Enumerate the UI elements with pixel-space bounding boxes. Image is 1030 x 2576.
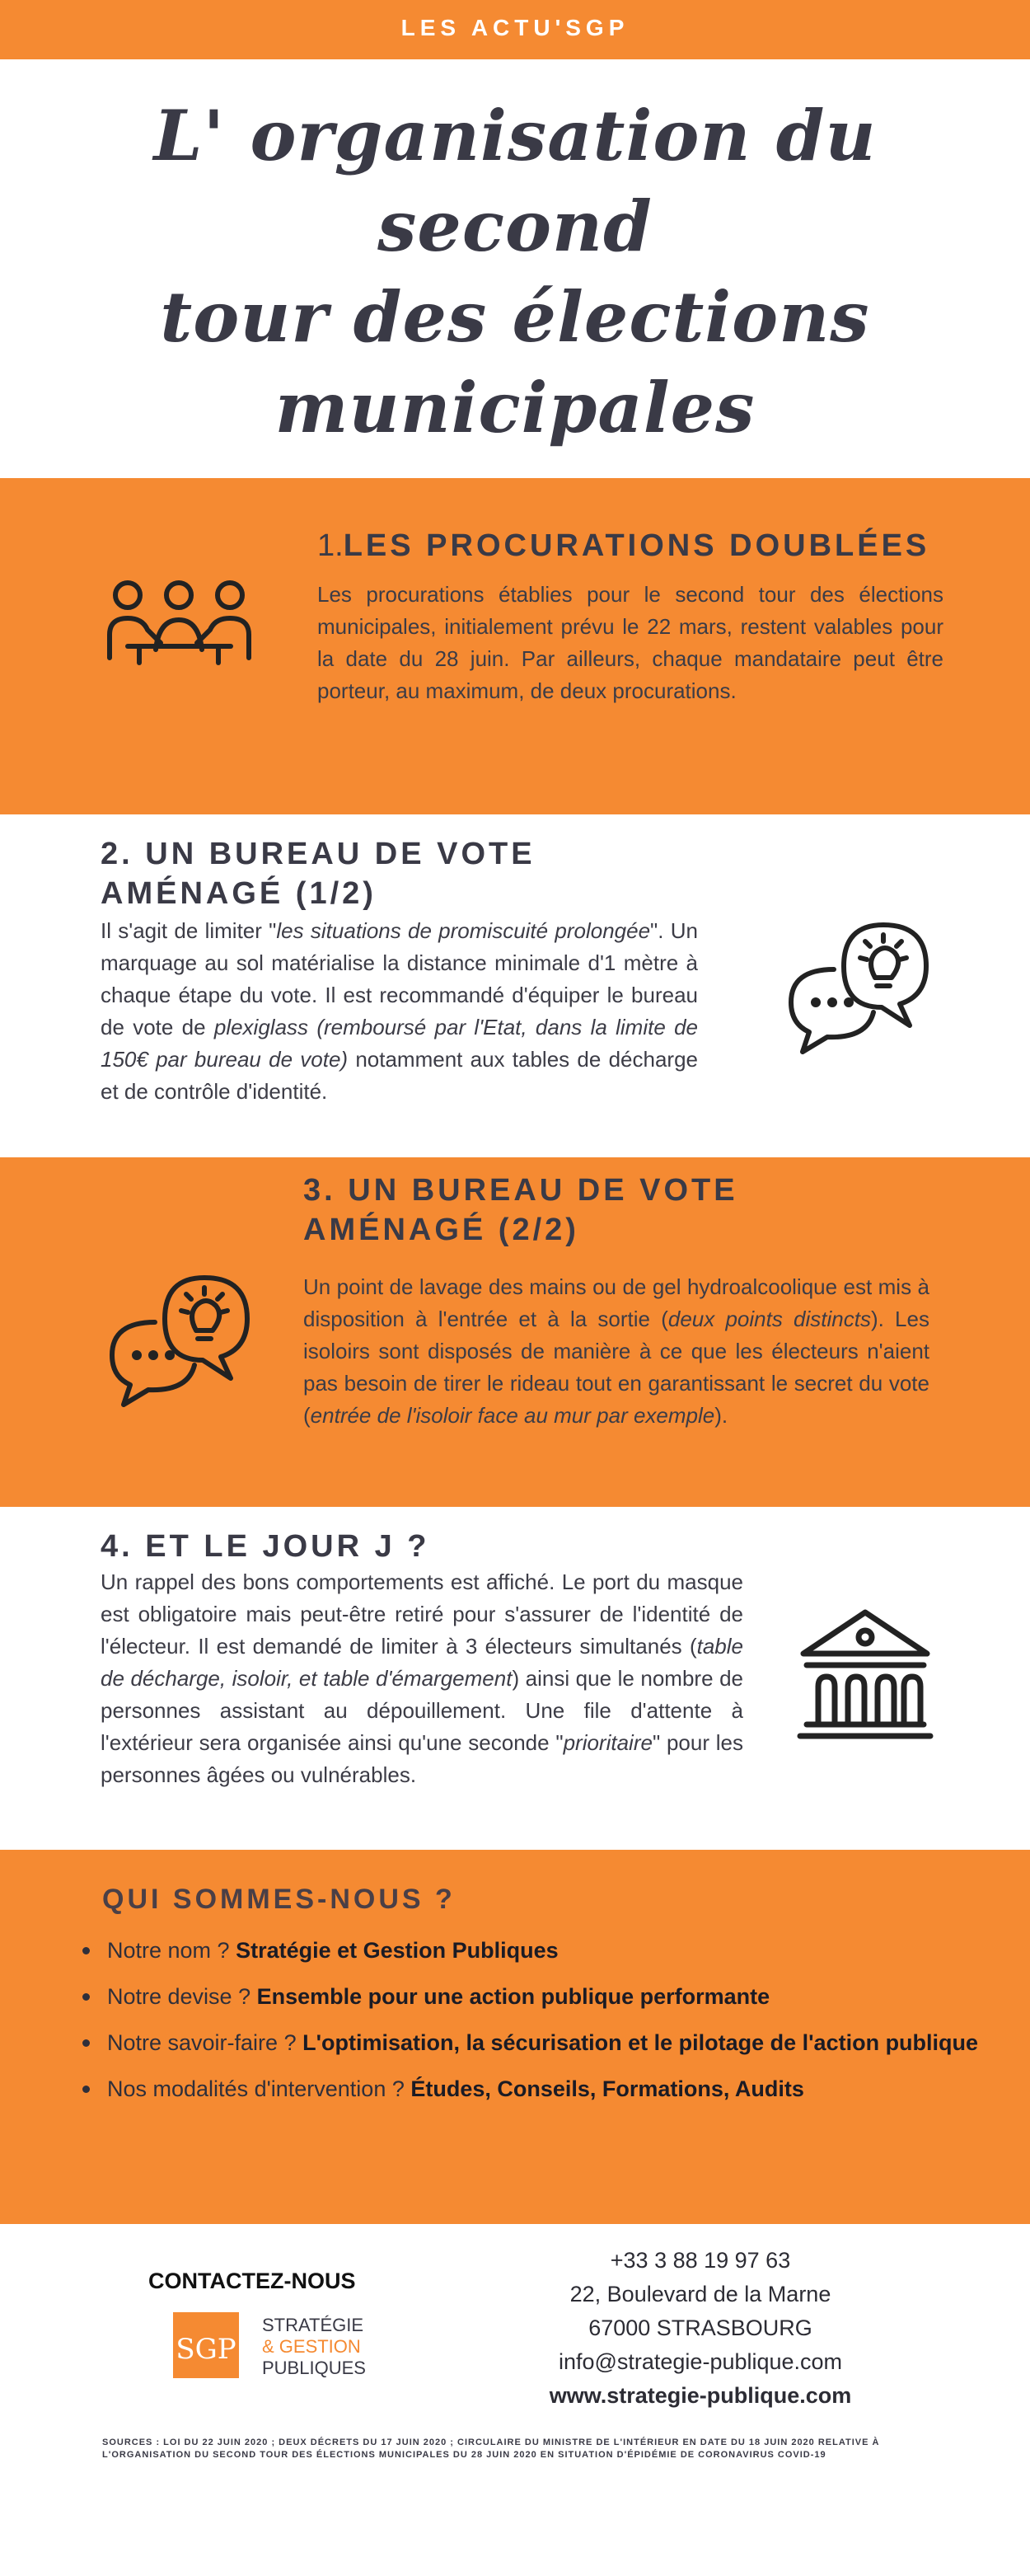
list-item: Notre devise ? Ensemble pour une action publique performante: [107, 1973, 981, 2020]
sgp-logo: [173, 2312, 239, 2378]
section-2-heading: 2. UN BUREAU DE VOTE AMÉNAGÉ (1/2): [101, 837, 536, 911]
logo-wordmark: STRATÉGIE & GESTION PUBLIQUES: [262, 2315, 366, 2378]
emphasis-text: deux points distincts: [667, 1307, 871, 1331]
banner-label: LES ACTU'SGP: [400, 15, 630, 40]
emphasis-text: plexiglass (remboursé par l'Etat, dans la limite de 150€ par bureau de vote): [101, 1015, 698, 1072]
section-3-heading: 3. UN BUREAU DE VOTE AMÉNAGÉ (2/2): [303, 1173, 738, 1247]
speech-bubbles-lightbulb-icon: [105, 1269, 254, 1410]
address-line-1: 22, Boulevard de la Marne: [569, 2282, 831, 2306]
section-4-text: [101, 1566, 743, 1791]
list-item: Notre savoir-faire ? L'optimisation, la sécurisation et le pilotage de l'action publique: [107, 2020, 981, 2066]
text-run: ". Un marquage au sol matérialise la distance minimale d'1 mètre à chaque étape du vote. Il est recommandé d'équiper le bureau de vote de: [101, 918, 698, 1039]
title-line-1: L' organisation du second: [153, 95, 877, 267]
about-list: [107, 1927, 981, 2112]
contact-info: [494, 2244, 906, 2413]
speech-bubbles-lightbulb-icon: [784, 917, 933, 1057]
section-3-text: [303, 1271, 929, 1432]
text-run: ) ainsi que le nombre de personnes assistant au dépouillement. Une file d'attente à l'extérieur sera organisée ainsi qu'une seconde ": [101, 1666, 743, 1755]
text-run: Il s'agit de limiter ": [101, 918, 277, 943]
emphasis-text: prioritaire: [563, 1730, 653, 1755]
section-4-heading: 4. ET LE JOUR J ?: [101, 1529, 430, 1564]
emphasis-text: les situations de promiscuité prolongée: [276, 918, 651, 943]
logo-letters: SGP: [176, 2333, 236, 2366]
text-run: ). Les isoloirs sont disposés de manière à ce que les électeurs n'aient pas besoin de tirer le rideau tout en garantissant le secret du vote (: [303, 1307, 929, 1428]
phone-number: +33 3 88 19 97 63: [610, 2248, 791, 2273]
section-2-text: [101, 915, 698, 1108]
sgp-logo-mark: [173, 2312, 239, 2378]
section-1-text: Les procurations établies pour le second tour des élections municipales, initialement prévu le 22 mars, restent valables pour la date du 28 juin. Par ailleurs, chaque mandataire peut être porteur, au maximum, de deux procurations.: [317, 582, 943, 703]
text-run: Un rappel des bons comportements est affiché. Le port du masque est obligatoire mais peut-être retiré pour s'assurer de l'identité de l'électeur. Il est demandé de limiter à 3 électeurs simultanés (: [101, 1570, 743, 1659]
list-item: Notre nom ? Stratégie et Gestion Publiques: [107, 1927, 981, 1973]
title-line-2: tour des élections: [160, 276, 870, 358]
list-item: Nos modalités d'intervention ? Études, Conseils, Formations, Audits: [107, 2066, 981, 2112]
page-title: [49, 91, 981, 453]
title-line-3: municipales: [274, 367, 756, 448]
section-1-heading: 1.LES PROCURATIONS DOUBLÉES: [317, 528, 930, 563]
text-run: ).: [714, 1403, 728, 1428]
contact-title: CONTACTEZ-NOUS: [148, 2269, 356, 2293]
emphasis-text: entrée de l'isoloir face au mur par exemple: [310, 1403, 715, 1428]
text-run: notamment aux tables de décharge et de contrôle d'identité.: [101, 1047, 698, 1104]
emphasis-text: table de décharge, isoloir, et table d'émargement: [101, 1634, 743, 1691]
town-hall-icon: [795, 1607, 935, 1743]
text-run: Un point de lavage des mains ou de gel hydroalcoolique est mis à disposition à l'entrée et à la sortie (: [303, 1274, 929, 1331]
website-link[interactable]: www.strategie-publique.com: [549, 2383, 852, 2408]
text-run: " pour les personnes âgées ou vulnérables.: [101, 1730, 744, 1787]
email-link[interactable]: info@strategie-publique.com: [558, 2349, 843, 2374]
about-heading: QUI SOMMES-NOUS ?: [102, 1884, 456, 1915]
sources-note: SOURCES : LOI DU 22 JUIN 2020 ; DEUX DÉCRETS DU 17 JUIN 2020 ; CIRCULAIRE DU MINISTRE DE L'INTÉRIEUR EN DATE DU 18 JUIN 2020 RELATIVE À L'ORGANISATION DU SECOND TOUR DES ÉLECTIONS MUNICIPALES DU 28 JUIN 2020 EN SITUATION D'ÉPIDÉMIE DE CORONAVIRUS COVID-19: [102, 2438, 880, 2460]
people-meeting-icon: [103, 577, 255, 668]
address-line-2: 67000 STRASBOURG: [588, 2316, 812, 2340]
top-banner: [0, 0, 1030, 59]
